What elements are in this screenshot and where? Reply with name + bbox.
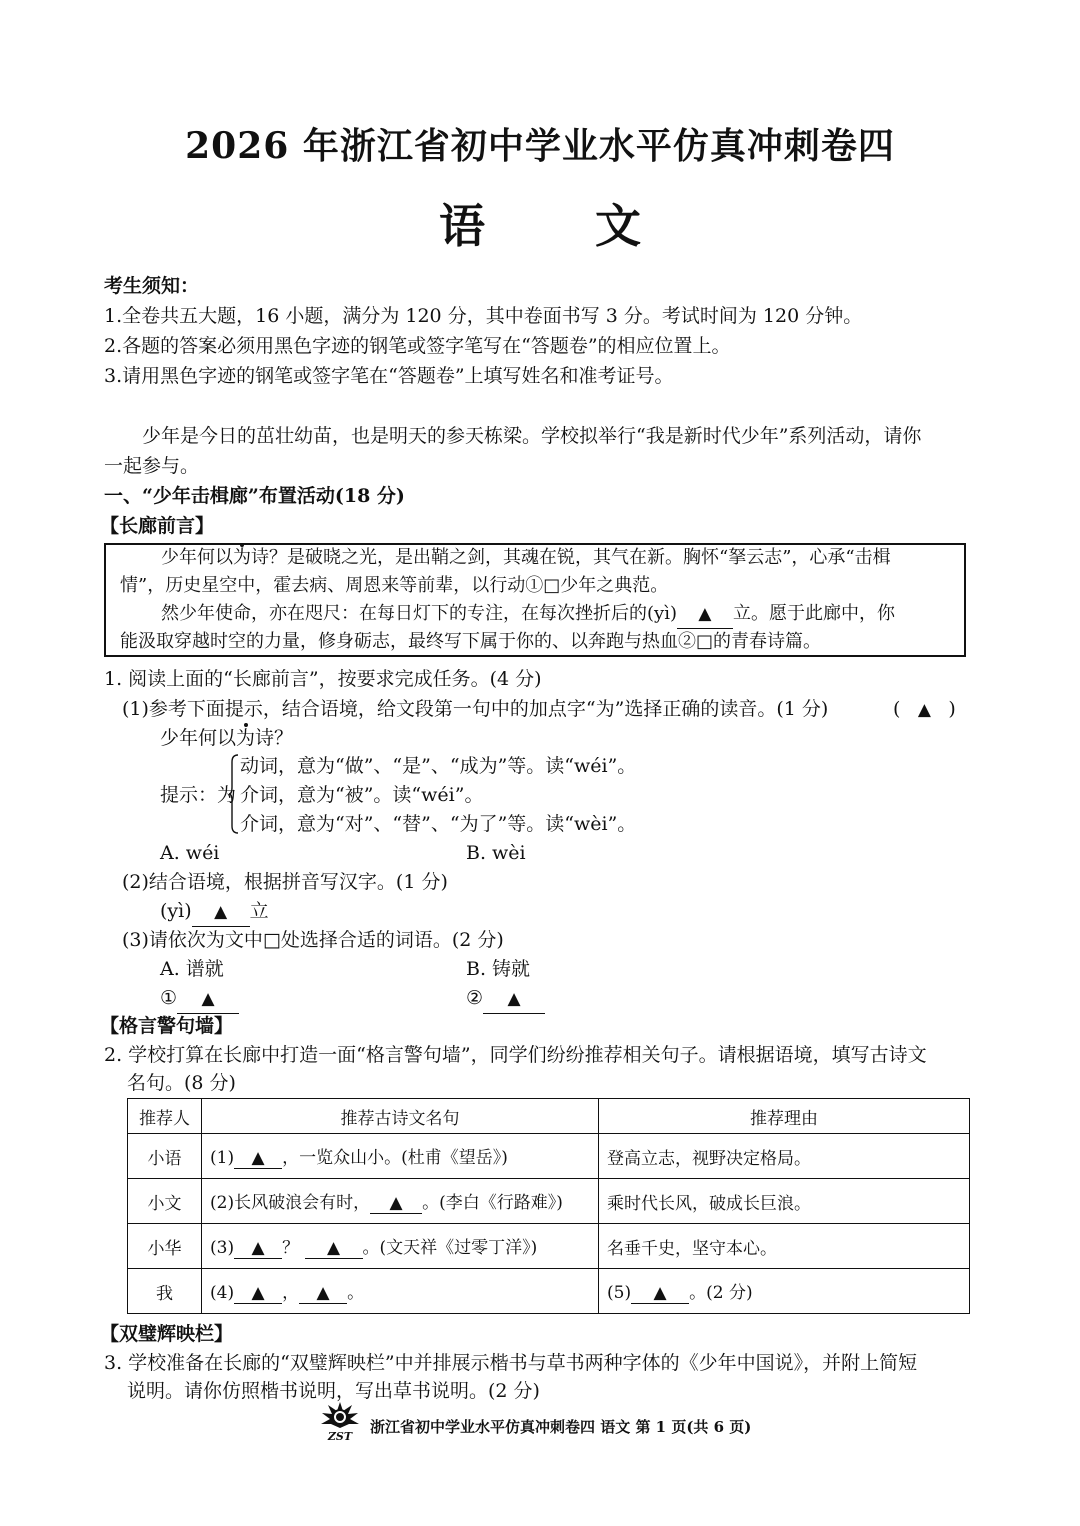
reason-cell: (5) ▲ 。(2 分) bbox=[599, 1269, 970, 1314]
quote-cell: (4) ▲ ， ▲ 。 bbox=[202, 1269, 599, 1314]
option-a[interactable]: A. 谱就 bbox=[160, 958, 224, 980]
table-row bbox=[128, 1224, 970, 1269]
question-part: (3)请依次为文中□处选择合适的词语。(2 分) bbox=[122, 929, 504, 951]
preface-heading: 【长廊前言】 bbox=[100, 515, 215, 537]
quote-cell: (2)长风破浪会有时， ▲ 。(李白《行路难》) bbox=[202, 1179, 599, 1224]
answer-blank[interactable]: ▲ bbox=[631, 1283, 689, 1304]
answer-blank[interactable]: ▲ bbox=[177, 984, 239, 1014]
blank-2-line: ② ▲ bbox=[466, 984, 545, 1014]
question-stem: 3. 学校准备在长廊的“双璧辉映栏”中并排展示楷书与草书两种字体的《少年中国说》，并附上简短 bbox=[104, 1352, 918, 1374]
preface-box bbox=[104, 543, 966, 657]
hint-item: 介词，意为“被”。读“wéi”。 bbox=[240, 784, 484, 806]
preface-line: 能汲取穿越时空的力量，修身砺志，最终写下属于你的、以奔跑与热血②□的青春诗篇。 bbox=[120, 631, 822, 652]
svg-text:ZST: ZST bbox=[327, 1430, 353, 1442]
recommender: 小华 bbox=[128, 1224, 202, 1269]
subject-title: 语文 bbox=[439, 199, 751, 253]
dotted-char: 为 bbox=[233, 547, 251, 568]
question-stem: 名句。(8 分) bbox=[127, 1072, 236, 1094]
hint-item: 动词，意为“做”、“是”、“成为”等。读“wéi”。 bbox=[240, 755, 637, 777]
blank-1-line: ① ▲ bbox=[160, 984, 239, 1014]
curly-brace-icon bbox=[229, 754, 239, 834]
answer-blank[interactable]: ▲ bbox=[483, 984, 545, 1014]
answer-paren[interactable]: ( ▲ ) bbox=[893, 698, 956, 720]
answer-blank[interactable]: ▲ bbox=[305, 1238, 363, 1259]
intro-text: 少年是今日的茁壮幼苗，也是明天的参天栋梁。学校拟举行“我是新时代少年”系列活动，请你 bbox=[142, 425, 922, 447]
column-header: 推荐理由 bbox=[599, 1099, 970, 1134]
dual-column-heading: 【双璧辉映栏】 bbox=[100, 1323, 234, 1345]
pinyin-line: (yì) ▲ 立 bbox=[160, 897, 269, 927]
reason-cell: 乘时代长风，破成长巨浪。 bbox=[599, 1179, 970, 1224]
answer-blank[interactable]: ▲ bbox=[234, 1238, 282, 1259]
preface-line: 然少年使命，亦在咫尺：在每日灯下的专注，在每次挫折后的(yì) ▲ 立。愿于此廊中，你 bbox=[161, 600, 895, 629]
preface-line: 情”，历史星空中，霍去病、周恩来等前辈，以行动①□少年之典范。 bbox=[120, 575, 669, 596]
option-b[interactable]: B. 铸就 bbox=[466, 958, 531, 980]
dotted-char: 为 bbox=[236, 727, 256, 749]
table-row bbox=[128, 1179, 970, 1224]
reason-cell: 名垂千史，坚守本心。 bbox=[599, 1224, 970, 1269]
question-stem: 2. 学校打算在长廊中打造一面“格言警句墙”，同学们纷纷推荐相关句子。请根据语境，填写古诗文 bbox=[104, 1044, 927, 1066]
mottos-heading: 【格言警句墙】 bbox=[100, 1015, 234, 1037]
question-part: (2)结合语境，根据拼音写汉字。(1 分) bbox=[122, 871, 448, 893]
notice-item: 1.全卷共五大题，16 小题，满分为 120 分，其中卷面书写 3 分。考试时间为 120 分钟。 bbox=[104, 305, 863, 327]
quote-line: 少年何以为诗？ bbox=[160, 727, 294, 749]
recommender: 小文 bbox=[128, 1179, 202, 1224]
notice-item: 3.请用黑色字迹的钢笔或签字笔在“答题卷”上填写姓名和准考证号。 bbox=[104, 365, 674, 387]
answer-blank[interactable]: ▲ bbox=[234, 1283, 282, 1304]
question-stem: 1. 阅读上面的“长廊前言”，按要求完成任务。(4 分) bbox=[104, 668, 542, 690]
answer-blank[interactable]: ▲ bbox=[677, 600, 733, 629]
notice-heading: 考生须知： bbox=[104, 275, 200, 297]
quote-cell: (3) ▲ ？ ▲ 。(文天祥《过零丁洋》) bbox=[202, 1224, 599, 1269]
column-header: 推荐人 bbox=[128, 1099, 202, 1134]
answer-blank[interactable]: ▲ bbox=[299, 1283, 347, 1304]
section-heading: 一、“少年击楫廊”布置活动(18 分) bbox=[104, 485, 405, 507]
preface-line: 少年何以为诗？是破晓之光，是出鞘之剑，其魂在锐，其气在新。胸怀“拏云志”，心承“击楫 bbox=[161, 547, 891, 568]
option-b[interactable]: B. wèi bbox=[466, 842, 526, 864]
reason-cell: 登高立志，视野决定格局。 bbox=[599, 1134, 970, 1179]
page-footer: 浙江省初中学业水平仿真冲刺卷四 语文 第 1 页(共 6 页) bbox=[370, 1418, 752, 1436]
hint-label: 提示：为 bbox=[160, 784, 237, 806]
notice-item: 2.各题的答案必须用黑色字迹的钢笔或签字笔写在“答题卷”的相应位置上。 bbox=[104, 335, 731, 357]
quote-cell: (1) ▲ ，一览众山小。(杜甫《望岳》) bbox=[202, 1134, 599, 1179]
recommender: 我 bbox=[128, 1269, 202, 1314]
column-header: 推荐古诗文名句 bbox=[202, 1099, 599, 1134]
exam-title: 2026 年浙江省初中学业水平仿真冲刺卷四 bbox=[185, 125, 895, 167]
intro-text: 一起参与。 bbox=[104, 455, 200, 477]
question-stem: 说明。请你仿照楷书说明，写出草书说明。(2 分) bbox=[127, 1380, 540, 1402]
table-row bbox=[128, 1269, 970, 1314]
hint-item: 介词，意为“对”、“替”、“为了”等。读“wèi”。 bbox=[240, 813, 637, 835]
table-header-row bbox=[128, 1099, 970, 1134]
answer-blank[interactable]: ▲ bbox=[234, 1148, 282, 1169]
answer-blank[interactable]: ▲ bbox=[192, 897, 250, 927]
table-row bbox=[128, 1134, 970, 1179]
publisher-logo-icon bbox=[312, 1398, 368, 1442]
question-part: (1)参考下面提示，结合语境，给文段第一句中的加点字“为”选择正确的读音。(1 分) bbox=[122, 698, 829, 720]
option-a[interactable]: A. wéi bbox=[160, 842, 220, 864]
mottos-table bbox=[127, 1098, 970, 1314]
answer-blank[interactable]: ▲ bbox=[370, 1193, 422, 1214]
recommender: 小语 bbox=[128, 1134, 202, 1179]
